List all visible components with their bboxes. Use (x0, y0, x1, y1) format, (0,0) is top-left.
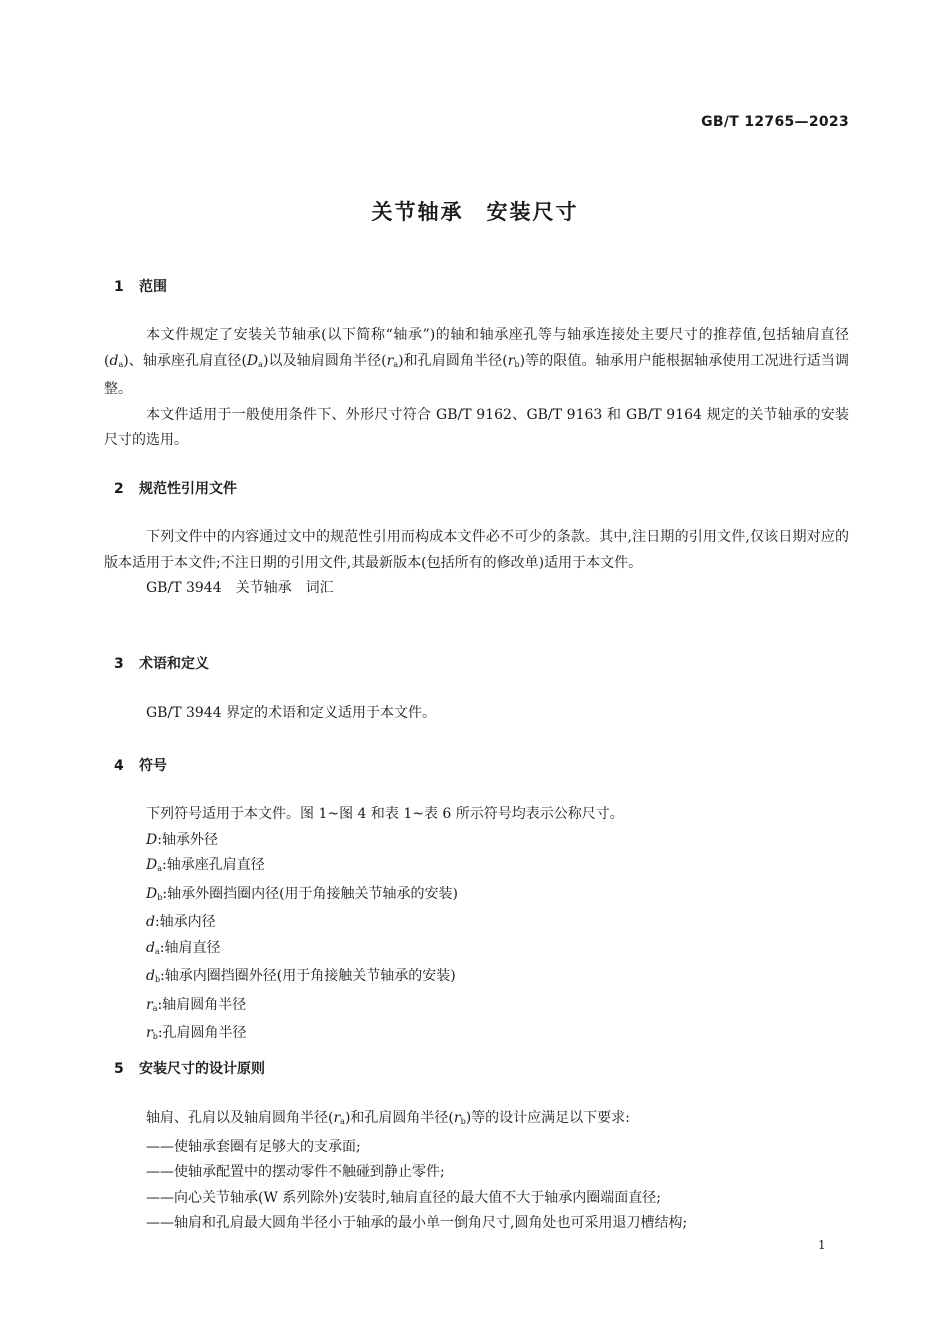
scope-paragraph-2: 本文件适用于一般使用条件下、外形尺寸符合 GB/T 9162、GB/T 9163 和 GB/T 9164 规定的关节轴承的安装尺寸的选用。 (104, 406, 849, 448)
symbol-list (104, 828, 849, 1050)
symbols-intro: 下列符号适用于本文件。图 1~图 4 和表 1~表 6 所示符号均表示公称尺寸。 (146, 806, 624, 822)
design-principles-intro: 轴肩、孔肩以及轴肩圆角半径$(r_a)$和孔肩圆角半径$(r_b)$等的设计应满足以下要求: (146, 1110, 630, 1126)
symbol-description: :轴承内圈挡圈外径(用于角接触关节轴承的安装) (160, 968, 456, 984)
symbol-item (104, 936, 849, 965)
symbol-subscript: b (157, 892, 163, 902)
section-1-body (104, 323, 849, 454)
section-4-body (104, 802, 849, 1050)
symbol-letter: D (146, 885, 158, 902)
section-2-heading (114, 480, 237, 498)
symbol-subscript: b (154, 975, 161, 984)
section-title: 术语和定义 (139, 656, 209, 672)
section-4-heading (114, 757, 167, 775)
section-1-heading (114, 278, 167, 296)
section-number: 3 (114, 656, 124, 672)
symbol-description: :孔肩圆角半径 (157, 1025, 247, 1041)
section-number: 4 (114, 758, 124, 774)
section-title: 范围 (139, 279, 167, 295)
symbol-description: :轴承座孔肩直径 (162, 857, 265, 873)
page-number: 1 (818, 1238, 826, 1252)
requirement-item: ——使轴承套圈有足够大的支承面; (146, 1138, 361, 1155)
symbol-item (104, 828, 849, 854)
symbol-description: :轴肩圆角半径 (157, 996, 247, 1013)
normative-references-paragraph: 下列文件中的内容通过文中的规范性引用而构成本文件必不可少的条款。其中,注日期的引用文件,仅该日期对应的版本适用于本文件;不注日期的引用文件,其最新版本(包括所有的修改单)适用于本文件。 (104, 529, 849, 571)
symbol-subscript: a (154, 946, 160, 956)
symbol-letter: r (146, 996, 153, 1013)
terms-paragraph: GB/T 3944 界定的术语和定义适用于本文件。 (146, 705, 437, 721)
symbol-subscript: b (152, 1032, 158, 1041)
symbol-item (104, 993, 849, 1022)
scope-paragraph-1: 本文件规定了安装关节轴承(以下简称“轴承”)的轴和轴承座孔等与轴承连接处主要尺寸的推荐值,包括轴肩直径$(d_a)$、轴承座孔肩直径$(D_a)$以及轴肩圆角半径$(r_a)$和孔肩圆角半径$(r_b)$等的限值。轴承用户能根据轴承使用工况进行适当调整。 (104, 327, 849, 397)
requirement-item: ——向心关节轴承(W 系列除外)安装时,轴肩直径的最大值不大于轴承内圈端面直径; (146, 1189, 661, 1206)
symbol-letter: D (146, 831, 158, 848)
standard-code: GB/T 12765—2023 (701, 114, 849, 130)
section-2-body (104, 525, 849, 602)
symbol-description: :轴承外圈挡圈内径(用于角接触关节轴承的安装) (162, 885, 458, 902)
symbol-subscript: a (157, 864, 163, 873)
requirement-item: ——使轴承配置中的摆动零件不触碰到静止零件; (146, 1164, 445, 1180)
symbol-letter: D (146, 857, 158, 873)
symbol-subscript: a (152, 1003, 158, 1013)
symbol-description: :轴承外径 (157, 831, 218, 848)
requirement-item: ——轴肩和孔肩最大圆角半径小于轴承的最小单一倒角尺寸,圆角处也可采用退刀槽结构; (146, 1215, 688, 1231)
symbol-item (104, 964, 849, 993)
symbol-item (104, 853, 849, 882)
section-number: 2 (114, 481, 124, 497)
symbol-letter: r (146, 1025, 153, 1041)
section-5-body (104, 1106, 849, 1237)
symbol-item (104, 1021, 849, 1050)
document-title: 关节轴承 安装尺寸 (371, 200, 579, 224)
symbol-letter: d (146, 939, 155, 956)
symbol-item (104, 910, 849, 936)
section-5-heading (114, 1060, 265, 1078)
symbol-letter: d (146, 968, 155, 984)
symbol-letter: d (146, 914, 155, 930)
symbol-description: :轴肩直径 (159, 939, 221, 956)
symbol-item (104, 882, 849, 911)
section-title: 规范性引用文件 (139, 481, 237, 497)
section-number: 1 (114, 279, 124, 295)
section-number: 5 (114, 1061, 124, 1077)
section-title: 符号 (139, 758, 167, 774)
section-3-body (104, 701, 849, 727)
section-title: 安装尺寸的设计原则 (139, 1061, 265, 1077)
section-3-heading (114, 655, 209, 673)
symbol-description: :轴承内径 (154, 914, 216, 930)
reference-item: GB/T 3944 关节轴承 词汇 (146, 580, 334, 596)
